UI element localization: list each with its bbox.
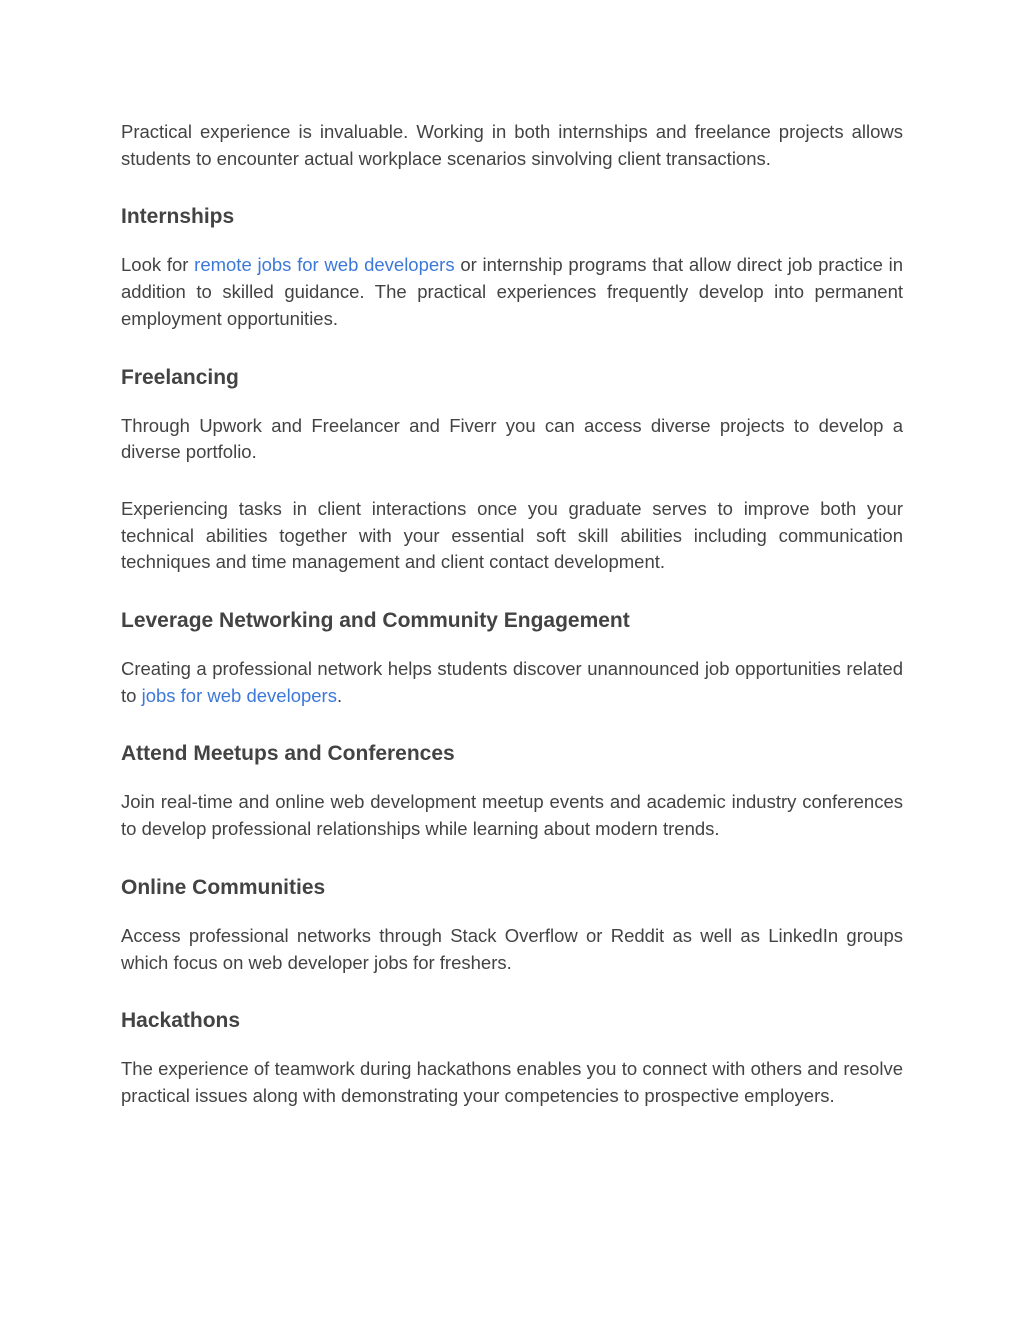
online-communities-paragraph: Access professional networks through Stack Overflow or Reddit as well as LinkedIn groups which focus on web developer jobs for freshers. (121, 924, 903, 973)
hackathons-paragraph: The experience of teamwork during hackathons enables you to connect with others and resolve practical issues along with demonstrating your competencies to prospective employers. (121, 1058, 903, 1106)
heading-meetups: Attend Meetups and Conferences (121, 742, 455, 766)
networking-paragraph (121, 656, 903, 709)
document-content (121, 119, 903, 1110)
internships-text-pre: Look for (121, 254, 195, 276)
heading-freelancing: Freelancing (121, 365, 239, 389)
heading-online-communities: Online Communities (121, 875, 326, 899)
intro-paragraph: Practical experience is invaluable. Working in both internships and freelance projects allows students to encounter actual workplace scenarios sinvolving client transactions. (121, 121, 903, 169)
remote-jobs-link[interactable]: remote jobs for web developers (194, 254, 455, 276)
heading-internships: Internships (121, 205, 235, 229)
heading-networking: Leverage Networking and Community Engagement (121, 609, 630, 633)
freelancing-paragraph-2: Experiencing tasks in client interactions once you graduate serves to improve both your technical abilities together with your essential soft skill abilities including communication techniques and time management and client contact development. (121, 497, 903, 573)
meetups-paragraph: Join real-time and online web development meetup events and academic industry conferences to develop professional relationships while learning about modern trends. (121, 791, 903, 840)
internships-paragraph (121, 252, 903, 332)
networking-text-pre: Creating a professional network helps students discover unannounced job opportunities related to (121, 658, 903, 706)
networking-text-post: . (336, 684, 343, 706)
heading-hackathons: Hackathons (121, 1009, 241, 1033)
internships-text-post: or internship programs that allow direct job practice in addition to skilled guidance. The practical experiences frequently develop into permanent employment opportunities. (121, 254, 903, 329)
freelancing-paragraph-1: Through Upwork and Freelancer and Fiverr you can access diverse projects to develop a diverse portfolio. (121, 414, 903, 463)
jobs-for-web-developers-link[interactable]: jobs for web developers (141, 684, 337, 706)
